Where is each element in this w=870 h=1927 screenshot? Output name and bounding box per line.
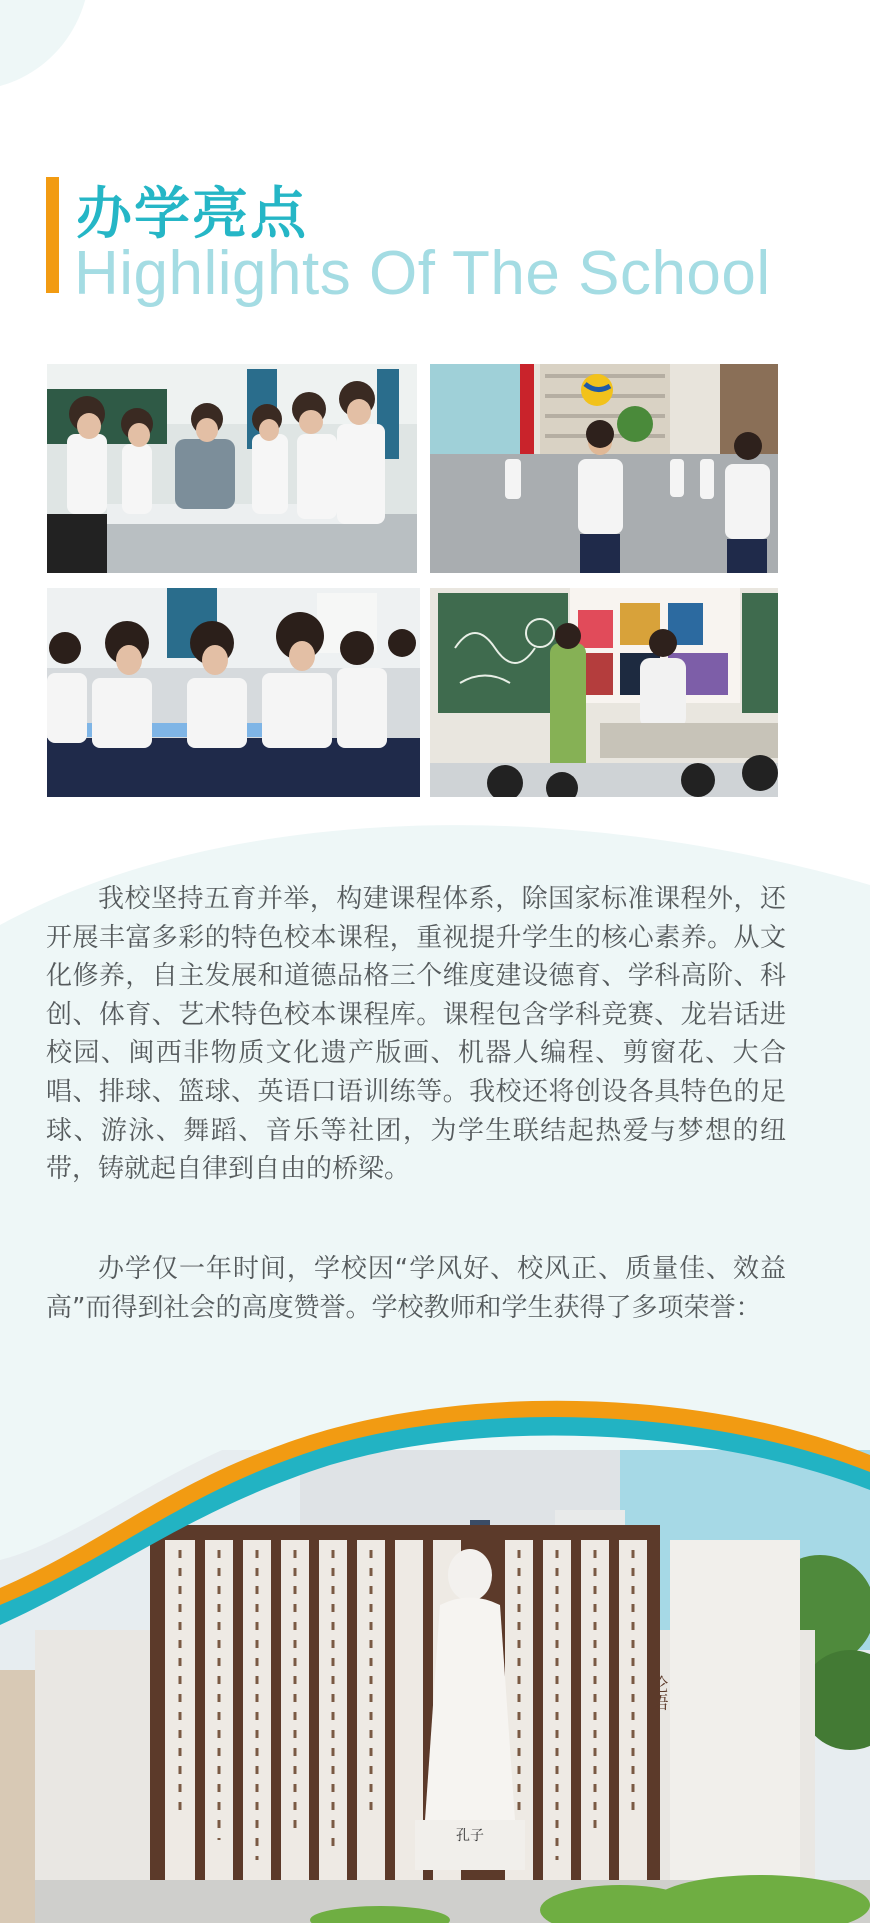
section-title: 办学亮点 (76, 182, 308, 247)
photo-art-class (430, 588, 778, 797)
photo-science-lab (47, 364, 417, 573)
photo-classroom-students (47, 588, 420, 797)
corner-decoration (0, 0, 90, 90)
statue-plaque: 孔子 (456, 1828, 484, 1844)
title-accent-bar (46, 177, 59, 293)
wall-title: 论语 (647, 1675, 669, 1711)
monument-scene (0, 1390, 870, 1923)
body-paragraph-1: 我校坚持五育并举，构建课程体系，除国家标准课程外，还开展丰富多彩的特色校本课程，重视提升学生的核心素养。从文化修养，自主发展和道德品格三个维度建设德育、学科高阶、科创、体育、艺术特色校本课程库。课程包含学科竞赛、龙岩话进校园、闽西非物质文化遗产版画、机器人编程、剪窗花、大合唱、排球、篮球、英语口语训练等。我校还将创设各具特色的足球、游泳、舞蹈、音乐等社团，为学生联结起热爱与梦想的纽带，铸就起自律到自由的桥梁。 (46, 884, 786, 1185)
body-paragraph-2: 办学仅一年时间，学校因“学风好、校风正、质量佳、效益高”而得到社会的高度赞誉。学校教师和学生获得了多项荣誉： (46, 1254, 786, 1323)
section-subtitle: Highlights Of The School (74, 239, 771, 308)
photo-volleyball (430, 364, 778, 573)
